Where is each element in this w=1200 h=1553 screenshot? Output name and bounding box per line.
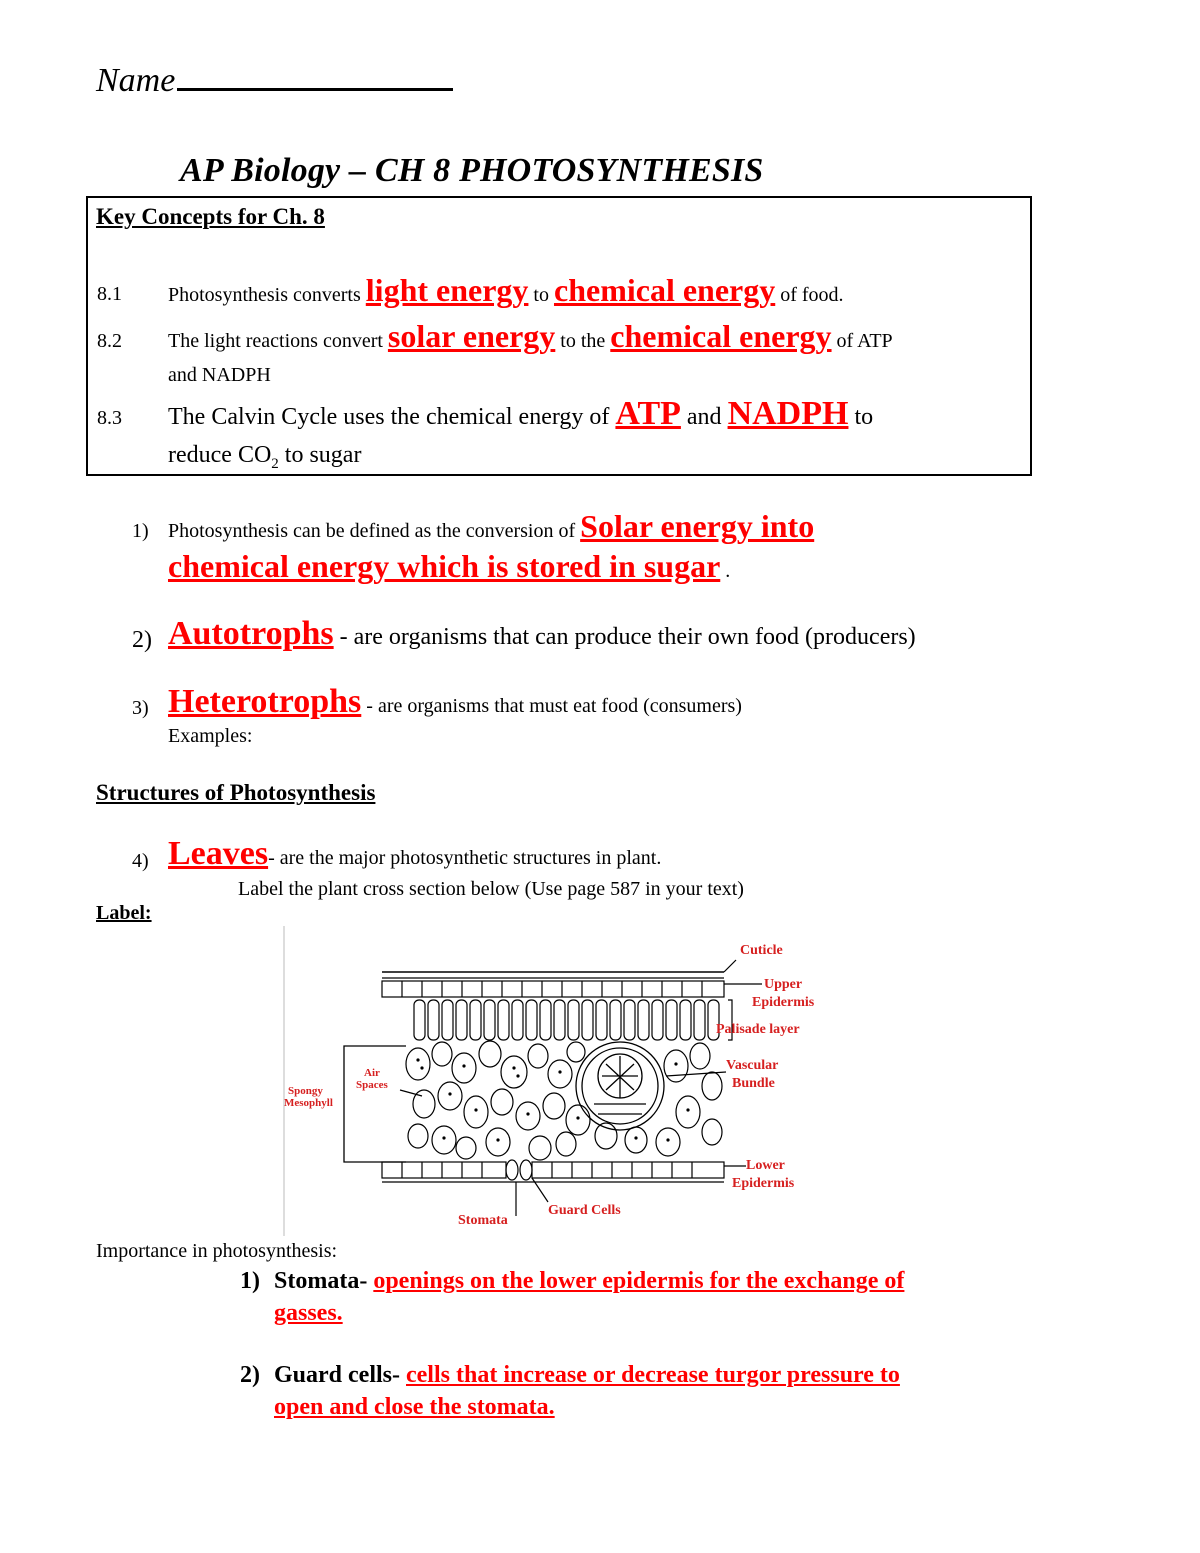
question-end: . [725,560,731,582]
upper-epidermis [382,981,724,997]
importance-stomata-line-2 [274,1300,343,1327]
importance-answer: open and close the stomata. [274,1394,555,1420]
concept-number: 8.1 [97,283,122,305]
label-spongy-2: Mesophyll [284,1097,333,1109]
leaf-cross-section-diagram [276,926,836,1236]
concept-answer: chemical energy [553,272,776,308]
concept-8-2-line-2: and NADPH [168,364,271,386]
label-palisade: Palisade layer [716,1022,800,1037]
importance-number: 1) [240,1268,260,1294]
concept-text: reduce CO [168,442,272,468]
question-text: - are organisms that must eat food (consumers) [361,695,742,717]
label-lower-1: Lower [746,1158,785,1173]
question-answer: Solar energy into [580,508,815,544]
key-concepts-heading: Key Concepts for Ch. 8 [96,204,325,229]
spongy-mesophyll [406,1041,722,1160]
label-air-2: Spaces [356,1079,388,1091]
label-vascular-2: Bundle [732,1076,775,1091]
concept-text: to [528,284,554,306]
importance-term: Stomata- [274,1268,368,1294]
question-4 [168,835,661,873]
concept-text: of ATP [831,330,893,352]
importance-answer: gasses. [274,1300,343,1326]
question-answer: chemical energy which is stored in sugar [168,548,721,584]
concept-text: The Calvin Cycle uses the chemical energy of [168,404,616,430]
concept-8-2 [168,318,893,355]
concept-text: and [680,404,728,430]
question-text: - are organisms that can produce their own food (producers) [333,624,916,650]
page-title: AP Biology – CH 8 PHOTOSYNTHESIS [180,152,764,189]
name-blank-line[interactable] [177,58,453,91]
concept-answer: chemical energy [610,318,832,354]
concept-text: The light reactions convert [168,330,388,352]
importance-answer: openings on the lower epidermis for the exchange of [373,1268,905,1294]
label-upper-2: Epidermis [752,995,815,1010]
label-spongy-1: Spongy [288,1085,323,1097]
concept-8-3-line-2 [168,442,361,473]
concept-text: to [848,404,874,430]
importance-number: 2) [240,1362,260,1388]
palisade-layer [414,1000,719,1040]
vascular-bundle [576,1042,664,1130]
concept-text: of food. [775,284,844,306]
label-vascular-1: Vascular [726,1058,779,1073]
label-air-1: Air [364,1067,380,1079]
question-3-examples: Examples: [168,725,253,747]
importance-stomata [274,1268,904,1295]
concept-8-3 [168,395,873,433]
question-number: 1) [132,520,149,542]
label-guard-cells: Guard Cells [548,1203,621,1218]
question-number: 3) [132,697,149,719]
label-upper-1: Upper [764,977,803,992]
label-stomata: Stomata [458,1213,508,1228]
question-text: - are the major photosynthetic structures in plant. [268,847,662,869]
question-text: Photosynthesis can be defined as the conversion of [168,520,581,542]
concept-answer: light energy [365,272,529,308]
concept-text: Photosynthesis converts [168,284,366,306]
label-heading: Label: [96,902,152,924]
concept-text: to sugar [278,442,362,468]
concept-answer: NADPH [727,395,849,432]
concept-text: to the [555,330,611,352]
structures-heading: Structures of Photosynthesis [96,780,376,805]
name-field [96,58,453,100]
concept-8-1 [168,272,844,309]
question-1 [168,508,814,545]
concept-number: 8.2 [97,330,122,352]
question-number: 2) [132,627,152,653]
label-instruction: Label the plant cross section below (Use page 587 in your text) [238,878,744,900]
subscript: 2 [271,455,279,472]
importance-guard-cells-line-2 [274,1394,555,1421]
concept-number: 8.3 [97,407,122,429]
question-number: 4) [132,850,149,872]
importance-term: Guard cells- [274,1362,400,1388]
question-answer: Autotrophs [168,615,334,652]
concept-answer: solar energy [387,318,556,354]
question-answer: Leaves [168,835,269,872]
lower-epidermis [382,1160,724,1182]
label-cuticle: Cuticle [740,943,783,958]
question-3 [168,683,742,721]
label-lower-2: Epidermis [732,1176,795,1191]
concept-answer: ATP [615,395,681,432]
question-answer: Heterotrophs [168,683,362,720]
question-2 [168,615,916,653]
importance-guard-cells [274,1362,900,1389]
name-label: Name [96,62,176,99]
question-1-line-2 [168,548,730,585]
importance-answer: cells that increase or decrease turgor pressure to [406,1362,900,1388]
importance-heading: Importance in photosynthesis: [96,1240,338,1262]
